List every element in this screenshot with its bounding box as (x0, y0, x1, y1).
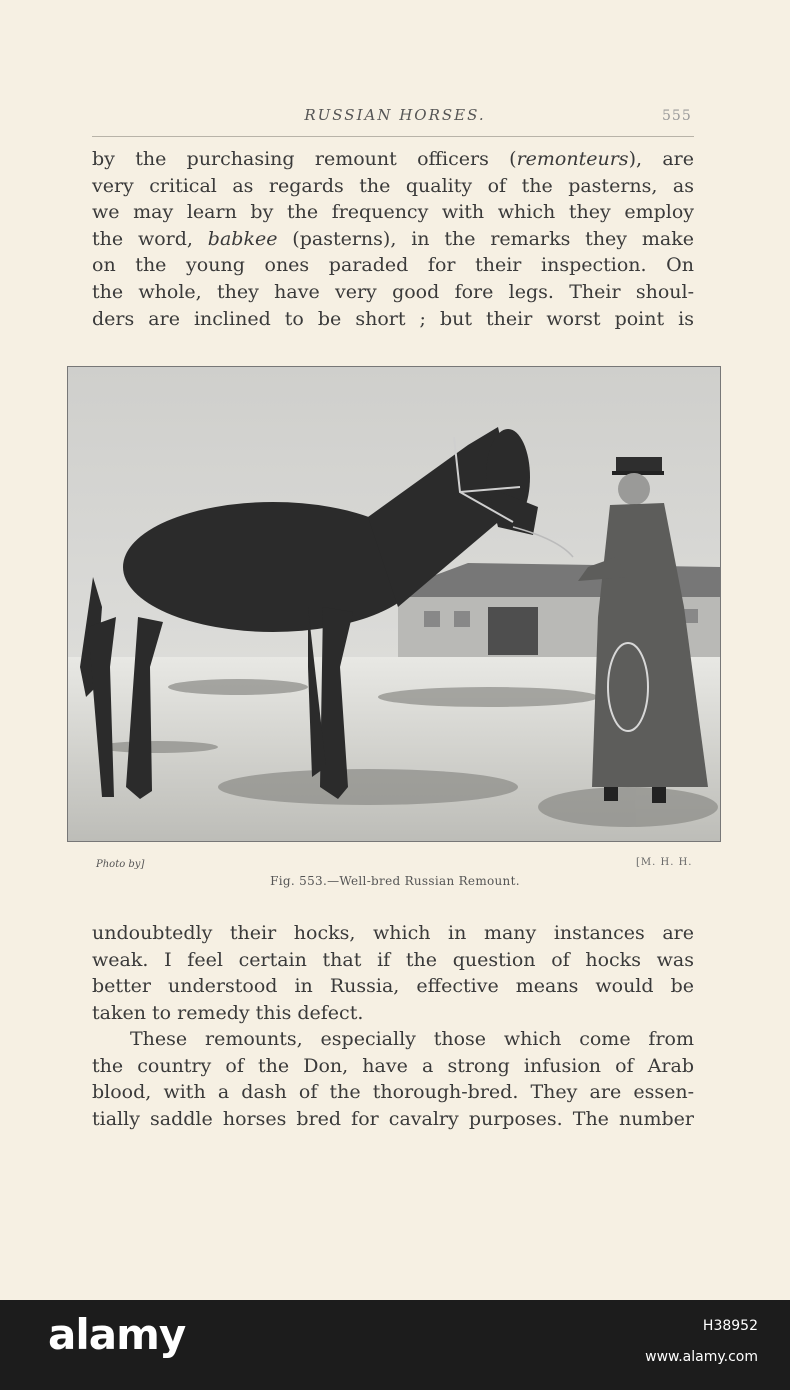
alamy-logo: alamy (48, 1310, 186, 1359)
text-line: better understood in Russia, effective means would be (92, 975, 694, 997)
text-line: ders are inclined to be short ; but their worst point is (92, 307, 694, 330)
text-line: weak. I feel certain that if the question of hocks was (92, 948, 694, 971)
horse-photograph (67, 366, 721, 842)
text-line: the country of the Don, have a strong infusion of Arab (92, 1054, 694, 1077)
text-line: These remounts, especially those which come from (130, 1028, 694, 1050)
running-title: RUSSIAN HORSES. (304, 106, 486, 124)
image-id: H38952 (702, 1318, 758, 1334)
text-line: we may learn by the frequency with which they employ (92, 201, 694, 224)
photo-credit: Photo by] (96, 859, 145, 870)
text-line: undoubtedly their hocks, which in many instances are (92, 922, 694, 944)
photo-illustration (68, 367, 720, 841)
italic-term: babkee (207, 227, 278, 250)
text-line: on the young ones paraded for their inspection. On (92, 254, 694, 277)
site-url: www.alamy.com (645, 1349, 758, 1365)
text-line: tially saddle horses bred for cavalry purposes. The number (92, 1107, 694, 1130)
figure-caption: Fig. 553.—Well-bred Russian Remount. (270, 874, 520, 888)
text-line: blood, with a dash of the thorough-bred. They are essen- (92, 1081, 694, 1103)
text-line: the word, babkee (pasterns), in the remarks they make (92, 227, 694, 250)
text-line: the whole, they have very good fore legs. Their shoul- (92, 280, 694, 303)
italic-term: remonteurs (516, 148, 629, 170)
photographer-initials: [M. H. H. (636, 857, 693, 868)
header-rule (92, 136, 694, 137)
text-line: very critical as regards the quality of the pasterns, as (92, 174, 694, 197)
page-number: 555 (662, 108, 692, 124)
paragraph-top (92, 146, 694, 332)
paragraph-bottom (92, 920, 694, 1132)
text-line: taken to remedy this defect. (92, 1001, 364, 1024)
text-line: by the purchasing remount officers (remonteurs), are (92, 148, 694, 170)
